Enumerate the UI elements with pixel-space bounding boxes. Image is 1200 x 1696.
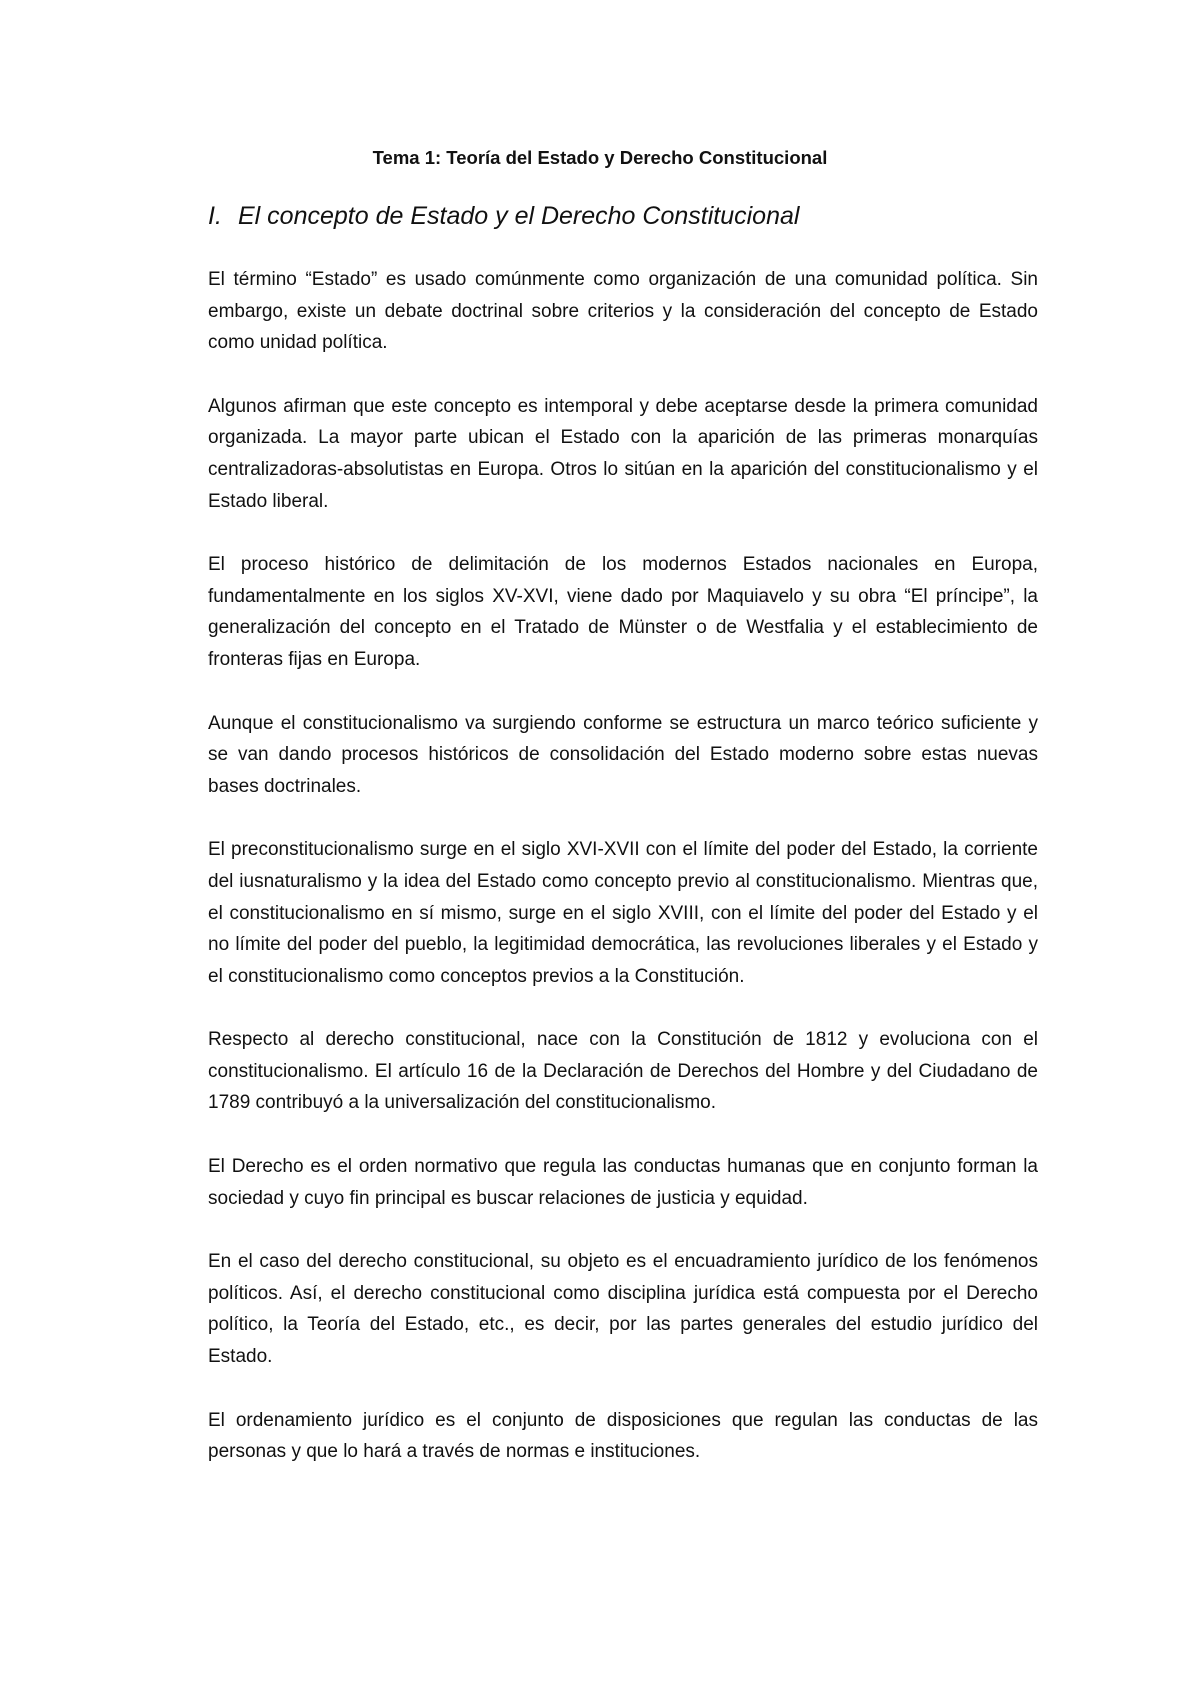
section-heading: [208, 200, 799, 232]
paragraph: El ordenamiento jurídico es el conjunto de disposiciones que regulan las conductas de las personas y que lo hará a través de normas e instituciones.: [208, 1409, 1038, 1463]
paragraph: El término “Estado” es usado comúnmente como organización de una comunidad política. Sin embargo, existe un debate doctrinal sobre criterios y la consideración del concepto de Estado como unidad política.: [208, 269, 1038, 354]
paragraph: Algunos afirman que este concepto es intemporal y debe aceptarse desde la primera comunidad organizada. La mayor parte ubican el Estado con la aparición de las primeras monarquías centralizadoras-absolutistas en Europa. Otros lo sitúan en la aparición del constitucionalismo y el Estado liberal.: [208, 395, 1038, 512]
paragraph: Respecto al derecho constitucional, nace con la Constitución de 1812 y evoluciona con el constitucionalismo. El artículo 16 de la Declaración de Derechos del Hombre y del Ciudadano de 1789 contribuyó a la universalización del constitucionalismo.: [208, 1029, 1038, 1114]
paragraph: Aunque el constitucionalismo va surgiendo conforme se estructura un marco teórico suficiente y se van dando procesos históricos de consolidación del Estado moderno sobre estas nuevas bases doctrinales.: [208, 712, 1038, 797]
paragraph: El proceso histórico de delimitación de los modernos Estados nacionales en Europa, fundamentalmente en los siglos XV-XVI, viene dado por Maquiavelo y su obra “El príncipe”, la generalización del concepto en el Tratado de Münster o de Westfalia y el establecimiento de fronteras fijas en Europa.: [208, 554, 1038, 670]
paragraph: El Derecho es el orden normativo que regula las conductas humanas que en conjunto forman la sociedad y cuyo fin principal es buscar relaciones de justicia y equidad.: [208, 1156, 1038, 1209]
section-number: I.: [208, 202, 222, 230]
paragraph: El preconstitucionalismo surge en el siglo XVI-XVII con el límite del poder del Estado, la corriente del iusnaturalismo y la idea del Estado como concepto previo al constitucionalismo. Mientras que, el constitucionalismo en sí mismo, surge en el siglo XVIII, con el límite del poder del Estado y el no límite del poder del pueblo, la legitimidad democrática, las revoluciones liberales y el Estado y el constitucionalismo como conceptos previos a la Constitución.: [208, 839, 1038, 987]
document-body: [208, 264, 1038, 1500]
paragraph: En el caso del derecho constitucional, su objeto es el encuadramiento jurídico de los fenómenos políticos. Así, el derecho constitucional como disciplina jurídica está compuesta por el Derecho político, la Teoría del Estado, etc., es decir, por las partes generales del estudio jurídico del Estado.: [208, 1251, 1038, 1368]
section-heading-text: El concepto de Estado y el Derecho Constitucional: [238, 202, 800, 230]
document-title: Tema 1: Teoría del Estado y Derecho Constitucional: [372, 147, 828, 168]
